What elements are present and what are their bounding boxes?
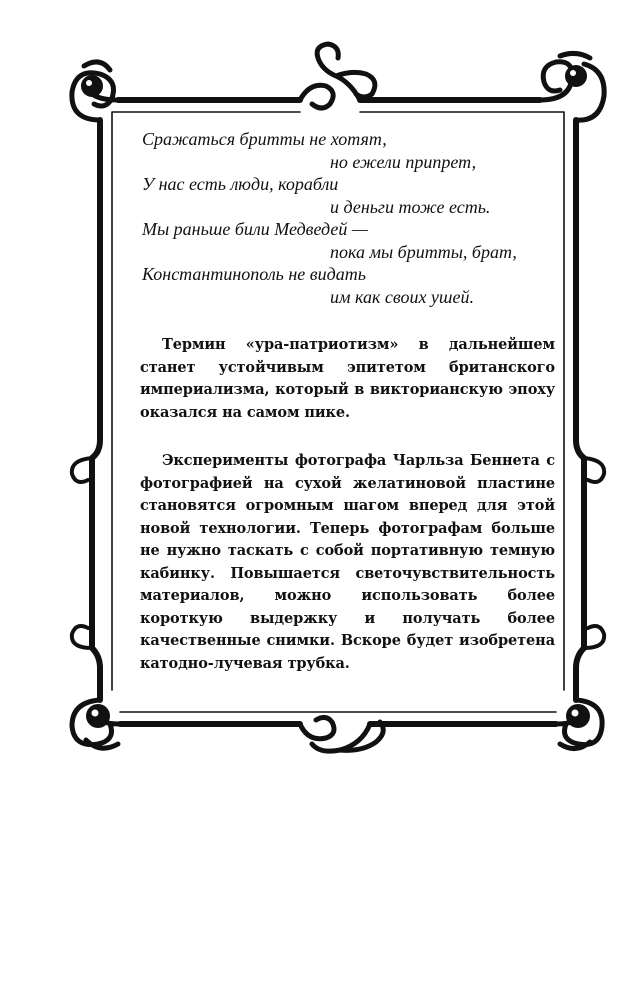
paragraph-jingoism: Термин «ура-патриотизм» в дальнейшем станет устойчивым эпитетом британского империализма, который в викторианскую эпоху оказался на самом пике. xyxy=(140,336,555,421)
poem-line: и деньги тоже есть. xyxy=(330,196,491,217)
poem-line: но ежели припрет, xyxy=(330,151,477,172)
side-ornament-left xyxy=(72,458,92,648)
top-center-ornament xyxy=(300,44,375,108)
poem-line: им как своих ушей. xyxy=(330,286,474,307)
bottom-center-ornament xyxy=(300,717,383,751)
rose-ornament-top-left xyxy=(81,75,103,97)
poem-line: Константинополь не видать xyxy=(142,264,366,284)
side-ornament-right xyxy=(584,458,604,648)
page-content xyxy=(140,128,555,675)
poem-line: Сражаться бритты не хотят, xyxy=(142,129,387,149)
rose-ornament-top-right xyxy=(565,65,587,87)
rose-ornament-bottom-right xyxy=(566,704,590,728)
poem-line: пока мы бритты, брат, xyxy=(330,241,517,262)
paragraph-photography: Эксперименты фотографа Чарльза Беннета с фотографией на сухой желатиновой пластине становятся огромным шагом вперед для этой новой технологии. Теперь фотографам больше не нужно таскать с собой портативную темную кабинку. Повышается светочувствительность материалов, можно использовать более короткую выдержку и получать более качественные снимки. Вскоре будет изобретена катодно-лучевая трубка. xyxy=(140,452,555,672)
corner-ornament-top-right xyxy=(540,53,604,120)
poem xyxy=(140,128,555,308)
frame-left-line xyxy=(92,120,100,700)
poem-line: У нас есть люди, корабли xyxy=(142,174,339,194)
rose-ornament-bottom-left xyxy=(86,704,110,728)
poem-line: Мы раньше били Медведей — xyxy=(142,219,368,239)
frame-right-line xyxy=(576,120,584,700)
